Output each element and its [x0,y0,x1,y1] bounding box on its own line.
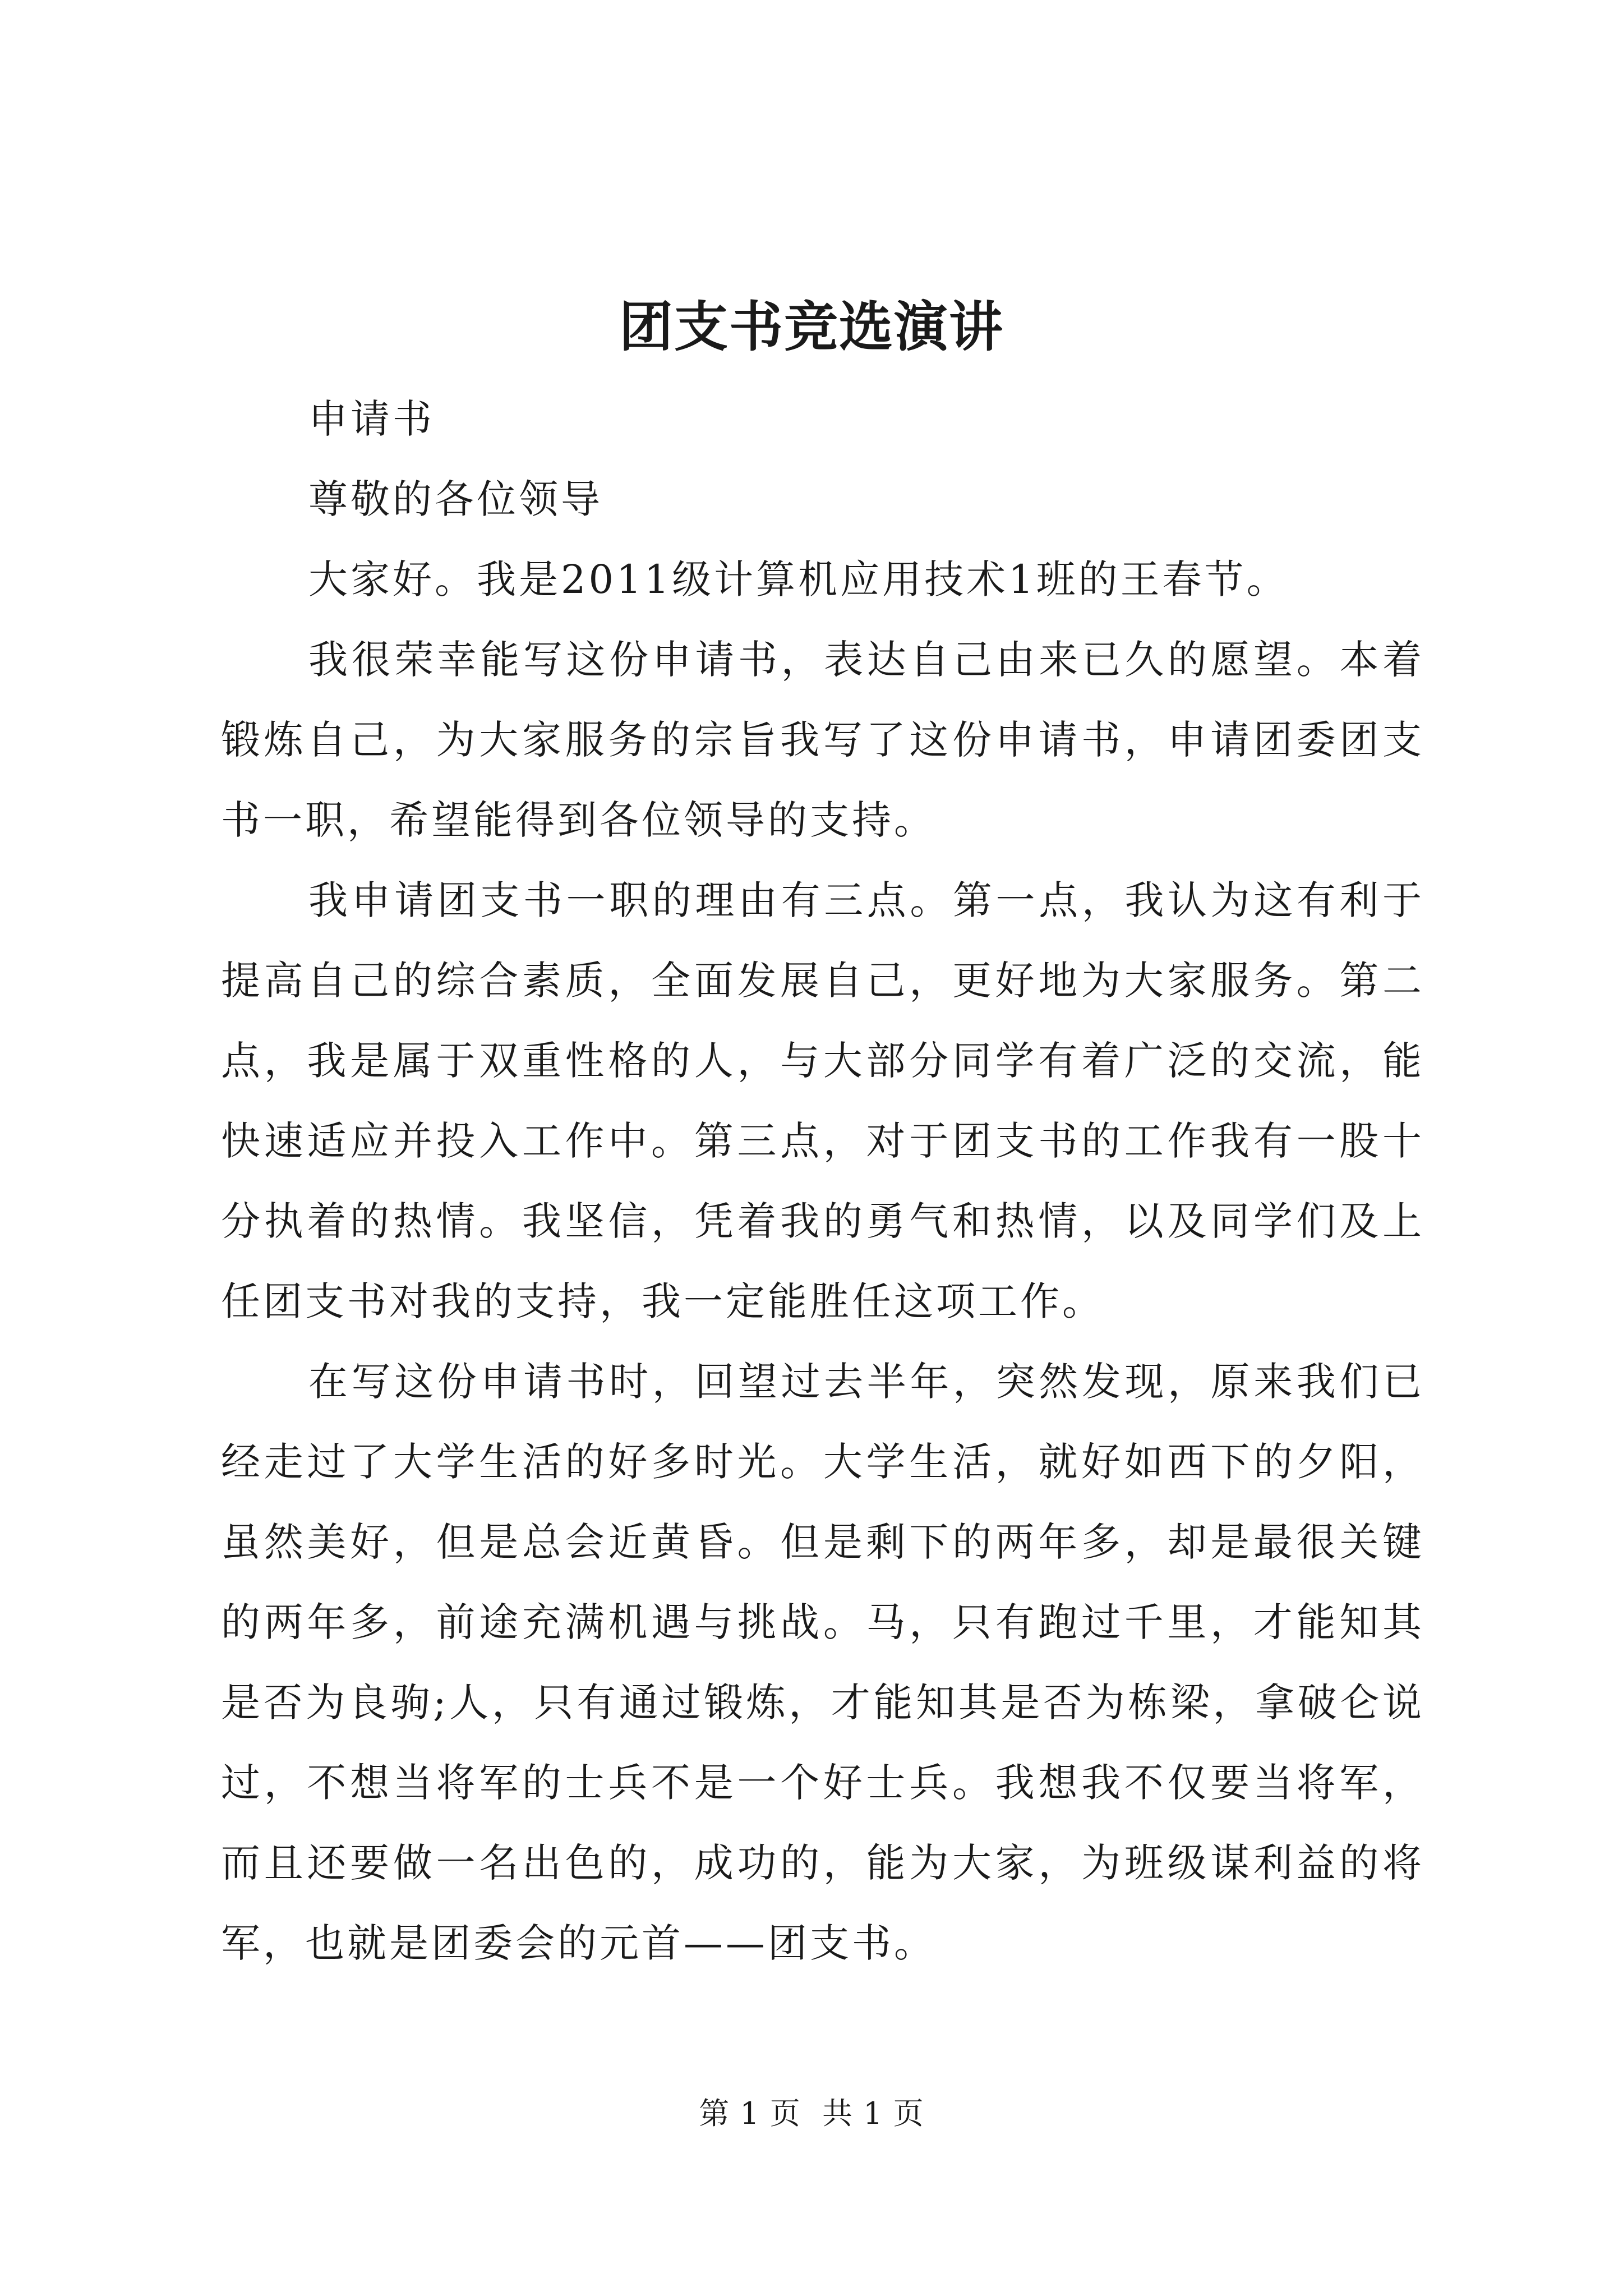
paragraph-heading: 申请书 [308,396,435,442]
paragraph-intro: 我很荣幸能写这份申请书，表达自己由来已久的愿望。本着锻炼自己，为大家服务的宗旨我写了这份申请书，申请团委团支书一职，希望能得到各位领导的支持。 [221,637,1424,843]
page-number: 第 1 页 [699,2096,801,2131]
paragraph-reasons: 我申请团支书一职的理由有三点。第一点，我认为这有利于提高自己的综合素质，全面发展自己，更好地为大家服务。第二点，我是属于双重性格的人，与大部分同学有着广泛的交流，能快速适应并投入工作中。第三点，对于团支书的工作我有一股十分执着的热情。我坚信，凭着我的勇气和热情，以及同学们及上任团支书对我的支持，我一定能胜任这项工作。 [221,877,1424,1324]
page-footer [0,2091,1623,2136]
paragraph-greeting: 大家好。我是2011级计算机应用技术1班的王春节。 [308,556,1289,602]
page-total: 共 1 页 [822,2096,924,2131]
document-body [221,379,1424,1984]
paragraph-closing: 在写这份申请书时，回望过去半年，突然发现，原来我们已经走过了大学生活的好多时光。大学生活，就好如西下的夕阳，虽然美好，但是总会近黄昏。但是剩下的两年多，却是最很关键的两年多，前途充满机遇与挑战。马，只有跑过千里，才能知其是否为良驹;人，只有通过锻炼，才能知其是否为栋梁，拿破仑说过，不想当将军的士兵不是一个好士兵。我想我不仅要当将军，而且还要做一名出色的，成功的，能为大家，为班级谋利益的将军，也就是团委会的元首——团支书。 [221,1359,1424,1966]
paragraph-salutation: 尊敬的各位领导 [308,476,603,522]
document-title: 团支书竞选演讲 [619,295,1004,358]
